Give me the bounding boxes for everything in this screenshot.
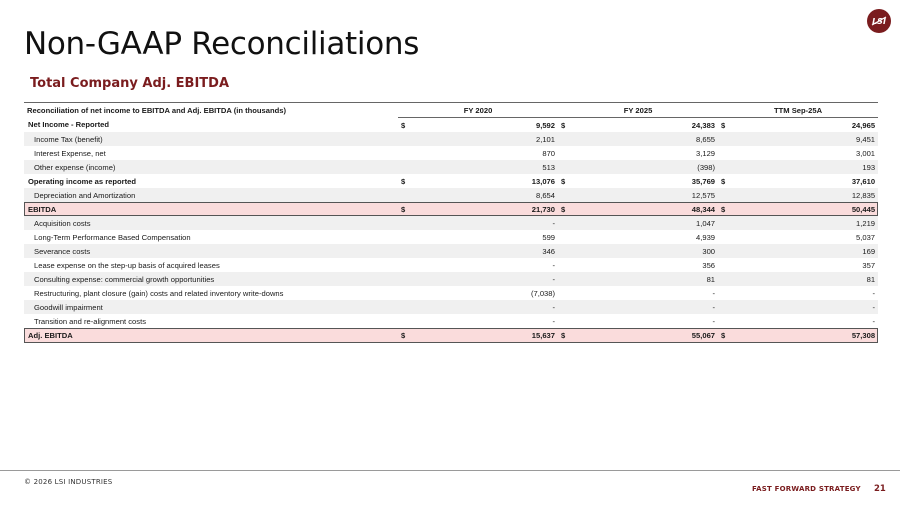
footer-strategy-label: FAST FORWARD STRATEGY — [752, 485, 861, 493]
value-cell: 57,308 — [738, 328, 878, 343]
currency-symbol — [398, 132, 418, 146]
value-cell: - — [712, 316, 716, 326]
currency-symbol: $ — [721, 176, 726, 186]
value-cell: 55,067 — [578, 328, 718, 343]
value-cell: - — [418, 300, 558, 314]
row-label: Severance costs — [24, 244, 398, 258]
currency-symbol — [558, 146, 578, 160]
value-cell: 2,101 — [418, 132, 558, 146]
value-cell: 24,383 — [691, 120, 716, 130]
value-cell: - — [872, 288, 876, 298]
currency-symbol — [558, 300, 578, 314]
value-cell: 3,001 — [856, 148, 876, 158]
value-cell: - — [712, 288, 716, 298]
value-cell: - — [738, 300, 878, 314]
currency-symbol — [718, 216, 738, 230]
currency-symbol — [398, 146, 418, 160]
currency-symbol — [718, 188, 738, 202]
value-cell: - — [552, 260, 556, 270]
value-cell: 9,451 — [738, 132, 878, 146]
currency-symbol — [718, 272, 738, 286]
currency-symbol — [718, 146, 738, 160]
currency-symbol — [558, 160, 578, 174]
row-label: Other expense (income) — [24, 160, 398, 174]
currency-symbol — [558, 286, 578, 300]
row-label: Adj. EBITDA — [24, 328, 398, 343]
value-cell: 513 — [418, 160, 558, 174]
value-cell: 1,047 — [578, 216, 718, 230]
value-cell: 169 — [738, 244, 878, 258]
value-cell: 13,076 — [531, 176, 556, 186]
table-header-label: Reconciliation of net income to EBITDA and Adj. EBITDA (in thousands) — [27, 105, 287, 115]
currency-symbol: $ — [718, 202, 738, 216]
currency-symbol — [718, 258, 738, 272]
value-cell: - — [552, 316, 556, 326]
currency-symbol — [558, 258, 578, 272]
currency-symbol — [718, 314, 738, 328]
column-header: FY 2025 — [558, 103, 718, 118]
row-label: Consulting expense: commercial growth opportunities — [24, 272, 398, 286]
row-label: Restructuring, plant closure (gain) costs and related inventory write-downs — [34, 288, 284, 298]
currency-symbol: $ — [398, 202, 418, 216]
currency-symbol — [398, 188, 418, 202]
currency-symbol — [558, 216, 578, 230]
column-header: TTM Sep-25A — [718, 103, 878, 118]
row-label: Acquisition costs — [24, 216, 398, 230]
row-label: EBITDA — [24, 202, 398, 216]
copyright-text: © 2026 LSI INDUSTRIES — [24, 478, 113, 486]
row-label: Long-Term Performance Based Compensation — [34, 232, 191, 242]
svg-text:LSI: LSI — [872, 17, 886, 26]
page-number: 21 — [874, 484, 886, 494]
value-cell: 50,445 — [738, 202, 878, 216]
currency-symbol: $ — [561, 120, 566, 130]
currency-symbol — [398, 286, 418, 300]
currency-symbol: $ — [718, 328, 738, 343]
value-cell: - — [872, 316, 876, 326]
value-cell: - — [418, 216, 558, 230]
currency-symbol — [718, 300, 738, 314]
value-cell: 35,769 — [691, 176, 716, 186]
table-row — [24, 216, 878, 230]
table-header-row — [24, 103, 878, 118]
currency-symbol — [398, 272, 418, 286]
currency-symbol: $ — [401, 176, 406, 186]
table-row — [24, 160, 878, 174]
page-title: Non-GAAP Reconciliations — [24, 26, 420, 62]
currency-symbol — [398, 216, 418, 230]
value-cell: 81 — [578, 272, 718, 286]
row-label: Income Tax (benefit) — [24, 132, 398, 146]
value-cell: 4,939 — [696, 232, 716, 242]
table-row — [24, 202, 878, 216]
value-cell: 1,219 — [738, 216, 878, 230]
table-row — [24, 244, 878, 258]
currency-symbol — [398, 230, 418, 244]
value-cell: 48,344 — [578, 202, 718, 216]
value-cell: 5,037 — [856, 232, 876, 242]
currency-symbol — [558, 314, 578, 328]
value-cell: 357 — [862, 260, 876, 270]
table-row — [24, 286, 878, 300]
value-cell: - — [418, 272, 558, 286]
value-cell: 346 — [418, 244, 558, 258]
value-cell: (7,038) — [530, 288, 556, 298]
value-cell: (398) — [578, 160, 718, 174]
table-row — [24, 174, 878, 188]
table-row — [24, 314, 878, 328]
value-cell: 12,835 — [738, 188, 878, 202]
currency-symbol — [718, 230, 738, 244]
currency-symbol — [718, 132, 738, 146]
value-cell: 37,610 — [851, 176, 876, 186]
row-label: Transition and re-alignment costs — [34, 316, 146, 326]
column-header: FY 2020 — [398, 103, 558, 118]
currency-symbol — [398, 244, 418, 258]
value-cell: 8,654 — [418, 188, 558, 202]
row-label: Net Income - Reported — [28, 120, 110, 130]
value-cell: 599 — [542, 232, 556, 242]
value-cell: 24,965 — [851, 120, 876, 130]
value-cell: 15,637 — [418, 328, 558, 343]
currency-symbol — [718, 160, 738, 174]
currency-symbol — [398, 300, 418, 314]
currency-symbol — [398, 258, 418, 272]
value-cell: 8,655 — [578, 132, 718, 146]
table-row — [24, 230, 878, 244]
currency-symbol: $ — [558, 328, 578, 343]
value-cell: - — [578, 300, 718, 314]
currency-symbol: $ — [721, 120, 726, 130]
table-row — [24, 118, 878, 133]
table-row — [24, 272, 878, 286]
value-cell: 81 — [738, 272, 878, 286]
footer-divider — [0, 470, 900, 471]
currency-symbol — [558, 230, 578, 244]
value-cell: 3,129 — [696, 148, 716, 158]
table-row — [24, 132, 878, 146]
table-row — [24, 188, 878, 202]
value-cell: 193 — [738, 160, 878, 174]
currency-symbol — [558, 132, 578, 146]
row-label: Lease expense on the step-up basis of acquired leases — [34, 260, 220, 270]
row-label: Operating income as reported — [28, 176, 137, 186]
currency-symbol: $ — [401, 120, 406, 130]
currency-symbol — [558, 272, 578, 286]
currency-symbol — [558, 244, 578, 258]
row-label: Interest Expense, net — [34, 148, 106, 158]
table-row — [24, 146, 878, 160]
table-row — [24, 300, 878, 314]
row-label: Depreciation and Amortization — [24, 188, 398, 202]
section-subtitle: Total Company Adj. EBITDA — [30, 76, 230, 91]
currency-symbol — [718, 244, 738, 258]
currency-symbol — [398, 314, 418, 328]
value-cell: 300 — [578, 244, 718, 258]
currency-symbol — [558, 188, 578, 202]
table-row — [24, 258, 878, 272]
value-cell: 870 — [542, 148, 556, 158]
table-row — [24, 328, 878, 343]
currency-symbol — [398, 160, 418, 174]
currency-symbol: $ — [561, 176, 566, 186]
value-cell: 21,730 — [418, 202, 558, 216]
currency-symbol: $ — [398, 328, 418, 343]
lsi-logo-icon — [866, 8, 892, 34]
value-cell: 12,575 — [578, 188, 718, 202]
row-label: Goodwill impairment — [24, 300, 398, 314]
currency-symbol: $ — [558, 202, 578, 216]
reconciliation-table — [24, 102, 876, 343]
value-cell: 356 — [702, 260, 716, 270]
value-cell: 9,592 — [536, 120, 556, 130]
currency-symbol — [718, 286, 738, 300]
